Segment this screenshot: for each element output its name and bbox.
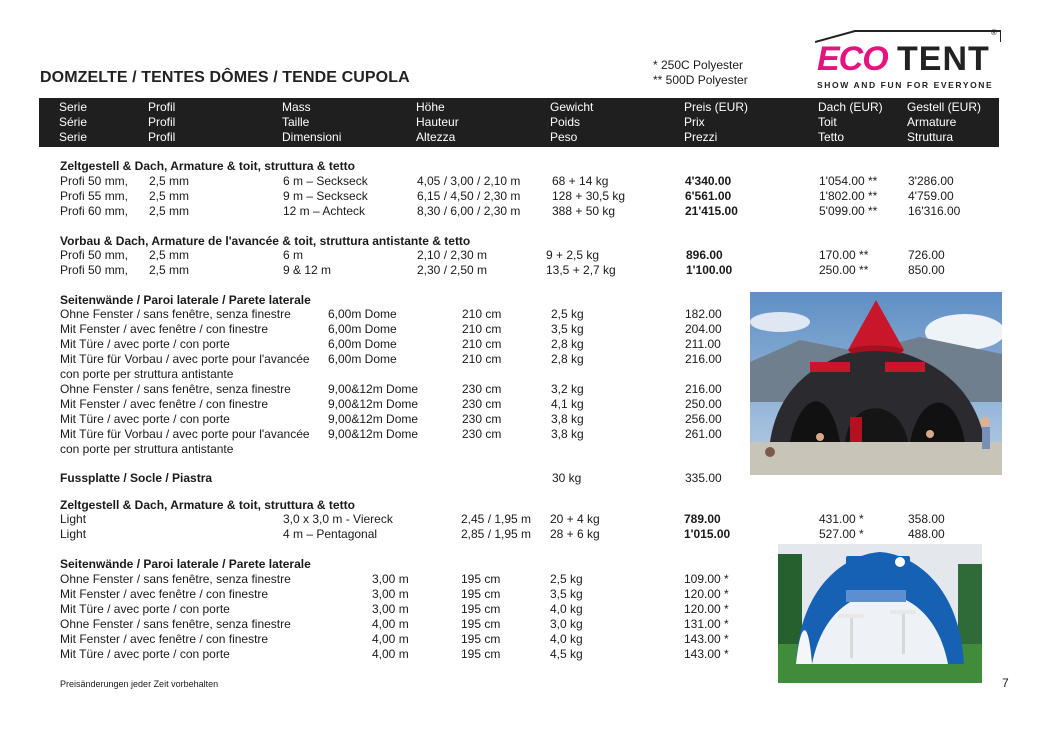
light-side-wall-row-size: 4,00 m	[372, 617, 409, 631]
light-side-wall-row-description: Ohne Fenster / sans fenêtre, senza finestre	[60, 572, 291, 586]
light-frame-row-mass: 4 m – Pentagonal	[283, 527, 378, 541]
frame-roof-row-gewicht: 388 + 50 kg	[552, 204, 616, 218]
side-wall-row-description: Mit Fenster / avec fenêtre / con finestre	[60, 322, 269, 336]
light-frame-row-dach: 431.00 *	[819, 512, 864, 526]
base-plate-price: 335.00	[685, 471, 722, 485]
note-500d: ** 500D Polyester	[653, 73, 748, 87]
frame-roof-row-gestell: 16'316.00	[908, 204, 961, 218]
light-side-wall-row-price: 143.00 *	[684, 632, 729, 646]
side-wall-row-weight: 3,2 kg	[551, 382, 584, 396]
light-side-wall-row-price: 109.00 *	[684, 572, 729, 586]
side-wall-row-height: 230 cm	[462, 412, 502, 426]
side-wall-row-size: 9,00&12m Dome	[328, 427, 419, 441]
page-number: 7	[1002, 676, 1009, 690]
side-wall-row-weight: 2,8 kg	[551, 337, 584, 351]
side-wall-row-description: Mit Fenster / avec fenêtre / con finestre	[60, 397, 269, 411]
header-col-serie: Serie Série Serie	[59, 100, 88, 144]
frame-roof-row-mass: 12 m – Achteck	[283, 204, 366, 218]
frame-roof-row-gewicht: 128 + 30,5 kg	[552, 189, 626, 203]
side-wall-row-price: 216.00	[685, 352, 722, 366]
light-side-wall-row-price: 120.00 *	[684, 587, 729, 601]
light-side-wall-row-weight: 3,0 kg	[550, 617, 583, 631]
vorbau-row-serie: Profi 50 mm,	[60, 248, 129, 262]
logo-eco: ECO	[817, 40, 888, 78]
light-frame-row-gewicht: 20 + 4 kg	[550, 512, 600, 526]
side-wall-row-price: 256.00	[685, 412, 722, 426]
registered-mark: ®	[991, 28, 997, 37]
side-wall-row-size: 6,00m Dome	[328, 337, 397, 351]
light-side-wall-row-description: Mit Türe / avec porte / con porte	[60, 602, 230, 616]
frame-roof-row-preis: 4'340.00	[685, 174, 732, 188]
section-title-base-plate: Fussplatte / Socle / Piastra	[60, 471, 213, 485]
side-wall-row-size: 6,00m Dome	[328, 322, 397, 336]
header-col-preis: Preis (EUR) Prix Prezzi	[684, 100, 749, 144]
vorbau-row-mass: 9 & 12 m	[283, 263, 332, 277]
light-frame-row-preis: 1'015.00	[684, 527, 731, 541]
frame-roof-row-mass: 9 m – Seckseck	[283, 189, 368, 203]
vorbau-row-preis: 1'100.00	[686, 263, 733, 277]
light-side-wall-row-description: Mit Fenster / avec fenêtre / con finestre	[60, 587, 269, 601]
side-wall-row-description: con porte per struttura antistante	[60, 442, 234, 456]
light-side-wall-row-size: 4,00 m	[372, 632, 409, 646]
light-side-wall-row-height: 195 cm	[461, 602, 501, 616]
section-title-light-frame: Zeltgestell & Dach, Armature & toit, struttura & tetto	[60, 498, 355, 512]
header-col-mass: Mass Taille Dimensioni	[282, 100, 342, 144]
base-plate-weight: 30 kg	[552, 471, 582, 485]
side-wall-row-price: 204.00	[685, 322, 722, 336]
vorbau-row-dach: 250.00 **	[819, 263, 869, 277]
light-frame-row-gestell: 488.00	[908, 527, 945, 541]
section-title-frame-roof: Zeltgestell & Dach, Armature & toit, struttura & tetto	[60, 159, 355, 173]
side-wall-row-price: 182.00	[685, 307, 722, 321]
light-frame-row-preis: 789.00	[684, 512, 721, 526]
header-col-gestell: Gestell (EUR) Armature Struttura	[907, 100, 982, 144]
side-wall-row-weight: 3,8 kg	[551, 412, 584, 426]
side-wall-row-height: 230 cm	[462, 427, 502, 441]
price-change-note: Preisänderungen jeder Zeit vorbehalten	[60, 679, 219, 689]
frame-roof-row-dach: 1'054.00 **	[819, 174, 878, 188]
side-wall-row-description: Ohne Fenster / sans fenêtre, senza finestre	[60, 307, 291, 321]
light-frame-row-gewicht: 28 + 6 kg	[550, 527, 600, 541]
frame-roof-row-profil: 2,5 mm	[149, 189, 190, 203]
material-notes	[653, 58, 748, 88]
frame-roof-row-hoehe: 8,30 / 6,00 / 2,30 m	[417, 204, 521, 218]
light-side-wall-row-weight: 4,0 kg	[550, 632, 583, 646]
light-side-wall-row-height: 195 cm	[461, 632, 501, 646]
side-wall-row-size: 9,00&12m Dome	[328, 382, 419, 396]
light-side-wall-row-weight: 3,5 kg	[550, 587, 583, 601]
side-wall-row-height: 230 cm	[462, 382, 502, 396]
light-side-wall-row-weight: 4,0 kg	[550, 602, 583, 616]
side-wall-row-description: Ohne Fenster / sans fenêtre, senza finestre	[60, 382, 291, 396]
header-col-profil: Profil Profil Profil	[148, 100, 176, 144]
frame-roof-row-serie: Profi 60 mm,	[60, 204, 129, 218]
light-dome-photo	[778, 544, 982, 683]
dome-tent-photo	[750, 292, 1002, 475]
light-side-wall-row-size: 3,00 m	[372, 572, 409, 586]
note-250c: * 250C Polyester	[653, 58, 744, 72]
light-side-wall-row-height: 195 cm	[461, 617, 501, 631]
vorbau-row-mass: 6 m	[283, 248, 304, 262]
light-frame-row-hoehe: 2,85 / 1,95 m	[461, 527, 532, 541]
light-side-wall-row-description: Mit Türe / avec porte / con porte	[60, 647, 230, 661]
light-frame-row-gestell: 358.00	[908, 512, 945, 526]
vorbau-row-preis: 896.00	[686, 248, 723, 262]
side-wall-row-size: 9,00&12m Dome	[328, 412, 419, 426]
light-side-wall-row-price: 131.00 *	[684, 617, 729, 631]
vorbau-row-dach: 170.00 **	[819, 248, 869, 262]
logo-tagline: SHOW AND FUN FOR EVERYONE	[817, 80, 994, 90]
frame-roof-row-profil: 2,5 mm	[149, 174, 190, 188]
light-side-wall-row-price: 143.00 *	[684, 647, 729, 661]
frame-roof-row-serie: Profi 50 mm,	[60, 174, 129, 188]
vorbau-row-hoehe: 2,30 / 2,50 m	[417, 263, 488, 277]
light-side-wall-row-price: 120.00 *	[684, 602, 729, 616]
frame-roof-row-gestell: 4'759.00	[908, 189, 954, 203]
vorbau-row-gestell: 726.00	[908, 248, 945, 262]
frame-roof-row-mass: 6 m – Seckseck	[283, 174, 368, 188]
side-wall-row-weight: 4,1 kg	[551, 397, 584, 411]
side-wall-row-price: 250.00	[685, 397, 722, 411]
side-wall-row-description: Mit Türe für Vorbau / avec porte pour l'avancée	[60, 352, 310, 366]
side-wall-row-height: 230 cm	[462, 397, 502, 411]
side-wall-row-price: 216.00	[685, 382, 722, 396]
side-wall-row-weight: 2,5 kg	[551, 307, 584, 321]
light-side-wall-row-weight: 4,5 kg	[550, 647, 583, 661]
vorbau-row-gewicht: 9 + 2,5 kg	[546, 248, 600, 262]
light-frame-row-dach: 527.00 *	[819, 527, 864, 541]
light-side-wall-row-size: 3,00 m	[372, 587, 409, 601]
frame-roof-row-profil: 2,5 mm	[149, 204, 190, 218]
side-wall-row-height: 210 cm	[462, 322, 502, 336]
light-side-wall-row-weight: 2,5 kg	[550, 572, 583, 586]
vorbau-row-gewicht: 13,5 + 2,7 kg	[546, 263, 616, 277]
light-frame-row-mass: 3,0 x 3,0 m - Viereck	[283, 512, 393, 526]
side-wall-row-description: con porte per struttura antistante	[60, 367, 234, 381]
side-wall-row-size: 6,00m Dome	[328, 352, 397, 366]
frame-roof-row-dach: 1'802.00 **	[819, 189, 878, 203]
side-wall-row-weight: 2,8 kg	[551, 352, 584, 366]
ecotent-logo	[805, 28, 1003, 92]
side-wall-row-height: 210 cm	[462, 307, 502, 321]
side-wall-row-weight: 3,5 kg	[551, 322, 584, 336]
header-col-hoehe: Höhe Hauteur Altezza	[416, 100, 459, 144]
light-side-wall-row-height: 195 cm	[461, 572, 501, 586]
light-side-wall-row-description: Ohne Fenster / sans fenêtre, senza finestre	[60, 617, 291, 631]
light-side-wall-row-size: 3,00 m	[372, 602, 409, 616]
section-title-light-side-walls: Seitenwände / Paroi laterale / Parete laterale	[60, 557, 311, 571]
frame-roof-row-preis: 6'561.00	[685, 189, 732, 203]
page-title: DOMZELTE / TENTES DÔMES / TENDE CUPOLA	[40, 69, 410, 86]
frame-roof-row-dach: 5'099.00 **	[819, 204, 878, 218]
side-wall-row-description: Mit Türe / avec porte / con porte	[60, 412, 230, 426]
vorbau-row-profil: 2,5 mm	[149, 248, 190, 262]
light-side-wall-row-size: 4,00 m	[372, 647, 409, 661]
logo-tent: TENT	[897, 40, 990, 78]
light-frame-row-hoehe: 2,45 / 1,95 m	[461, 512, 532, 526]
side-wall-row-description: Mit Türe / avec porte / con porte	[60, 337, 230, 351]
side-wall-row-size: 9,00&12m Dome	[328, 397, 419, 411]
light-side-wall-row-height: 195 cm	[461, 647, 501, 661]
vorbau-row-profil: 2,5 mm	[149, 263, 190, 277]
section-title-vorbau: Vorbau & Dach, Armature de l'avancée & toit, struttura antistante & tetto	[60, 234, 471, 248]
frame-roof-row-hoehe: 6,15 / 4,50 / 2,30 m	[417, 189, 521, 203]
side-wall-row-weight: 3,8 kg	[551, 427, 584, 441]
vorbau-row-serie: Profi 50 mm,	[60, 263, 129, 277]
side-wall-row-description: Mit Türe für Vorbau / avec porte pour l'avancée	[60, 427, 310, 441]
frame-roof-row-gestell: 3'286.00	[908, 174, 954, 188]
side-wall-row-height: 210 cm	[462, 337, 502, 351]
side-wall-row-price: 211.00	[685, 337, 721, 351]
light-frame-row-serie: Light	[60, 512, 87, 526]
vorbau-row-hoehe: 2,10 / 2,30 m	[417, 248, 488, 262]
header-col-gewicht: Gewicht Poids Peso	[550, 100, 594, 144]
frame-roof-row-hoehe: 4,05 / 3,00 / 2,10 m	[417, 174, 521, 188]
section-title-side-walls: Seitenwände / Paroi laterale / Parete laterale	[60, 293, 311, 307]
light-side-wall-row-height: 195 cm	[461, 587, 501, 601]
frame-roof-row-serie: Profi 55 mm,	[60, 189, 129, 203]
frame-roof-row-preis: 21'415.00	[685, 204, 738, 218]
light-side-wall-row-description: Mit Fenster / avec fenêtre / con finestre	[60, 632, 269, 646]
side-wall-row-height: 210 cm	[462, 352, 502, 366]
side-wall-row-price: 261.00	[685, 427, 722, 441]
frame-roof-row-gewicht: 68 + 14 kg	[552, 174, 609, 188]
header-col-dach: Dach (EUR) Toit Tetto	[818, 100, 883, 144]
light-frame-row-serie: Light	[60, 527, 87, 541]
table-header	[39, 98, 999, 147]
vorbau-row-gestell: 850.00	[908, 263, 945, 277]
side-wall-row-size: 6,00m Dome	[328, 307, 397, 321]
